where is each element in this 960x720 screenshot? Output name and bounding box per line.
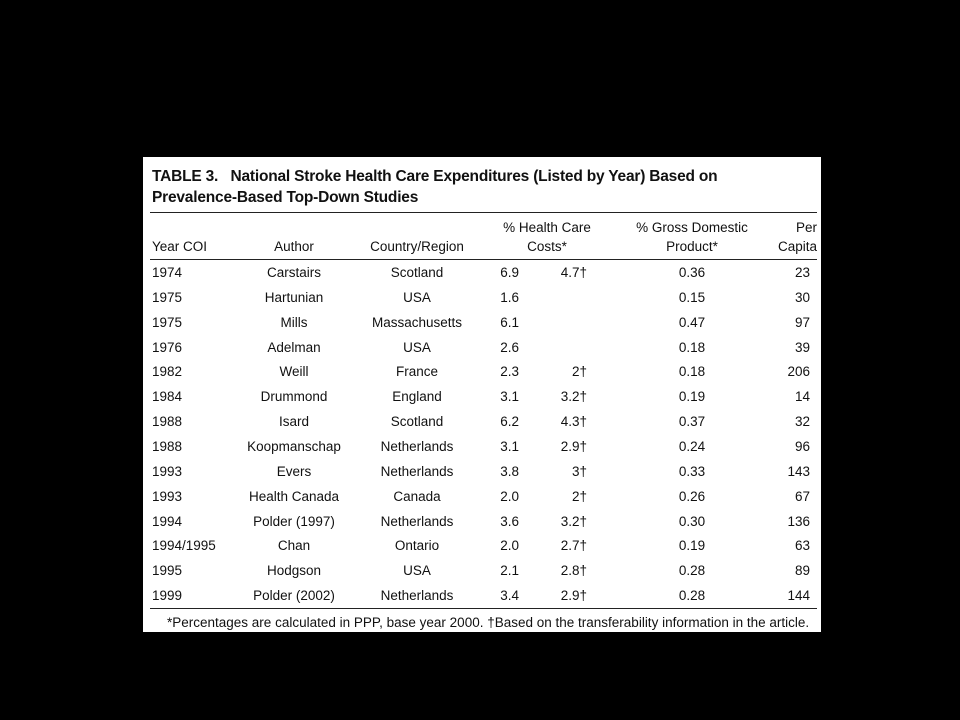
cell-health-care-pct: 2.0	[500, 488, 519, 504]
top-rule	[150, 212, 817, 213]
cell-health-care-pct: 3.1	[500, 389, 519, 405]
table-title-line2: Prevalence-Based Top-Down Studies	[152, 189, 419, 206]
cell-year: 1982	[152, 364, 183, 380]
cell-year: 1988	[152, 438, 183, 454]
cell-gdp: 0.26	[678, 488, 706, 504]
cell-health-care-pct: 3.8	[500, 463, 519, 479]
cell-country: USA	[403, 339, 431, 355]
cell-health-care-pct: 6.1	[500, 314, 519, 330]
cell-per-capita: 89	[794, 563, 810, 579]
cell-author: Adelman	[267, 339, 321, 355]
header-per-capita-line2: Capita	[777, 239, 817, 254]
cell-health-care-pct: 3.1	[500, 438, 519, 454]
cell-gdp: 0.28	[678, 563, 706, 579]
cell-gdp: 0.33	[678, 463, 706, 479]
cell-country: Netherlands	[380, 438, 454, 454]
cell-health-care-pct: 3.6	[500, 513, 519, 529]
cell-health-care-pct: 6.2	[500, 414, 519, 430]
cell-country: Ontario	[394, 538, 440, 554]
cell-gdp: 0.36	[678, 265, 706, 280]
cell-country: England	[392, 389, 442, 405]
cell-author: Isard	[278, 414, 309, 430]
cell-per-capita: 206	[787, 364, 810, 380]
header-per-capita-line1: Per	[795, 220, 817, 235]
cell-year: 1984	[152, 389, 183, 405]
cell-author: Evers	[276, 463, 312, 479]
cell-country: Netherlands	[380, 588, 454, 604]
cell-gdp: 0.24	[678, 438, 706, 454]
cell-year: 1993	[152, 488, 183, 504]
cell-health-care-transfer: 3.2†	[560, 513, 587, 529]
cell-year: 1974	[152, 265, 183, 280]
header-author: Author	[274, 239, 314, 254]
cell-year: 1994	[152, 513, 183, 529]
cell-year: 1999	[152, 588, 183, 604]
cell-author: Koopmanschap	[247, 438, 341, 454]
cell-health-care-transfer: 2.9†	[560, 438, 587, 454]
cell-per-capita: 67	[794, 488, 810, 504]
cell-health-care-pct: 2.3	[500, 364, 519, 380]
cell-health-care-transfer: 3.2†	[560, 389, 587, 405]
cell-country: USA	[403, 289, 431, 305]
header-health-care-line2: Costs*	[527, 239, 567, 254]
cell-year: 1993	[152, 463, 183, 479]
table-panel	[143, 157, 821, 632]
cell-country: USA	[403, 563, 431, 579]
bottom-rule	[150, 608, 817, 609]
cell-health-care-transfer: 4.3†	[560, 414, 587, 430]
cell-health-care-transfer: 2.7†	[560, 538, 587, 554]
cell-gdp: 0.28	[678, 588, 706, 604]
cell-country: Scotland	[390, 414, 444, 430]
cell-gdp: 0.19	[678, 389, 706, 405]
cell-per-capita: 23	[794, 265, 810, 280]
header-rule	[150, 259, 817, 260]
cell-gdp: 0.47	[678, 314, 706, 330]
cell-health-care-pct: 2.1	[500, 563, 519, 579]
cell-year: 1975	[152, 289, 183, 305]
header-year: Year COI	[152, 239, 208, 254]
cell-year: 1988	[152, 414, 183, 430]
cell-health-care-pct: 2.6	[500, 339, 519, 355]
cell-per-capita: 14	[794, 389, 810, 405]
cell-health-care-pct: 3.4	[500, 588, 519, 604]
cell-author: Weill	[279, 364, 309, 380]
cell-per-capita: 39	[794, 339, 810, 355]
cell-author: Hodgson	[266, 563, 322, 579]
table-title	[152, 166, 812, 208]
cell-author: Hartunian	[264, 289, 324, 305]
cell-gdp: 0.15	[678, 289, 706, 305]
cell-health-care-pct: 1.6	[500, 289, 519, 305]
header-gdp-line2: Product*	[666, 239, 718, 254]
cell-author: Drummond	[260, 389, 328, 405]
cell-author: Mills	[280, 314, 308, 330]
cell-country: Netherlands	[380, 513, 454, 529]
cell-author: Polder (2002)	[253, 588, 335, 604]
cell-health-care-transfer: 3†	[571, 463, 587, 479]
cell-year: 1994/1995	[152, 538, 216, 554]
cell-gdp: 0.18	[678, 339, 706, 355]
cell-year: 1976	[152, 339, 183, 355]
cell-gdp: 0.37	[678, 414, 706, 430]
cell-health-care-pct: 6.9	[500, 265, 519, 280]
cell-author: Carstairs	[266, 265, 321, 280]
cell-health-care-pct: 2.0	[500, 538, 519, 554]
cell-per-capita: 97	[794, 314, 810, 330]
cell-gdp: 0.19	[678, 538, 706, 554]
cell-country: Scotland	[390, 265, 444, 280]
cell-year: 1995	[152, 563, 183, 579]
cell-health-care-transfer: 4.7†	[560, 265, 587, 280]
header-country: Country/Region	[370, 239, 464, 254]
cell-country: Massachusetts	[371, 314, 463, 330]
header-health-care-line1: % Health Care	[503, 220, 591, 235]
cell-per-capita: 32	[794, 414, 810, 430]
cell-per-capita: 136	[787, 513, 810, 529]
cell-gdp: 0.30	[678, 513, 706, 529]
header-gdp-line1: % Gross Domestic	[636, 220, 748, 235]
cell-health-care-transfer: 2†	[571, 364, 587, 380]
cell-country: Netherlands	[380, 463, 454, 479]
cell-per-capita: 63	[794, 538, 810, 554]
table-footnote: *Percentages are calculated in PPP, base year 2000. †Based on the transferability information in the article.	[167, 615, 810, 630]
cell-health-care-transfer: 2.9†	[560, 588, 587, 604]
cell-author: Health Canada	[248, 488, 340, 504]
cell-health-care-transfer: 2.8†	[560, 563, 587, 579]
cell-year: 1975	[152, 314, 183, 330]
cell-per-capita: 96	[794, 438, 810, 454]
cell-country: Canada	[393, 488, 441, 504]
cell-health-care-transfer: 2†	[571, 488, 587, 504]
table-title-line1: TABLE 3. National Stroke Health Care Expenditures (Listed by Year) Based on	[152, 168, 718, 185]
cell-per-capita: 143	[787, 463, 810, 479]
cell-country: France	[395, 364, 439, 380]
cell-gdp: 0.18	[678, 364, 706, 380]
cell-per-capita: 30	[794, 289, 810, 305]
cell-author: Chan	[277, 538, 311, 554]
cell-author: Polder (1997)	[253, 513, 335, 529]
cell-per-capita: 144	[787, 588, 810, 604]
